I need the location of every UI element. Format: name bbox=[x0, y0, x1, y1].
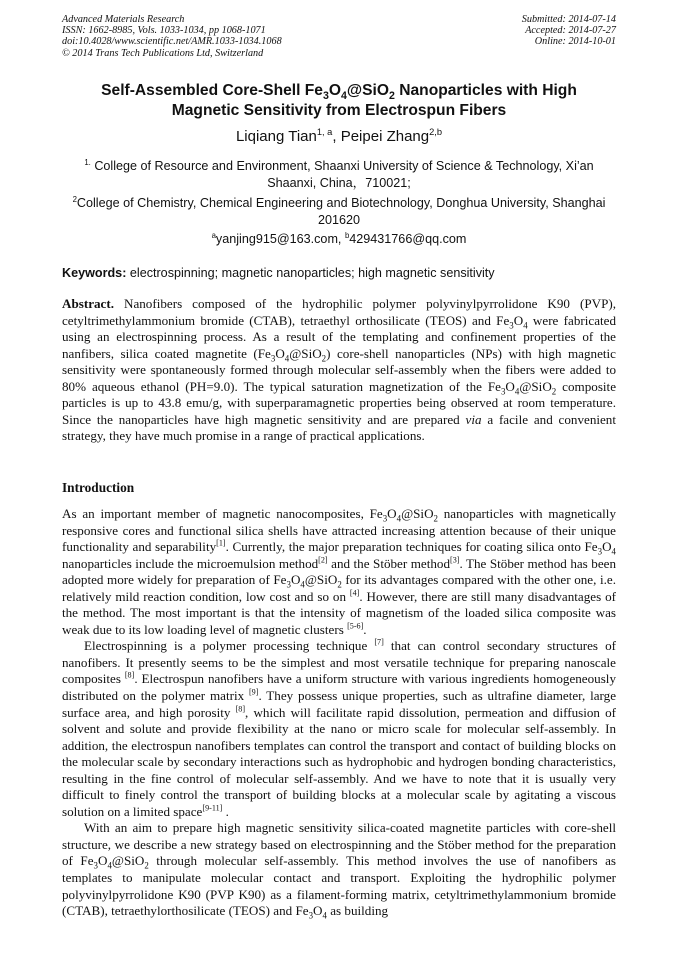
text-run: @SiO bbox=[346, 82, 389, 99]
abstract-paragraph bbox=[62, 296, 616, 445]
copyright-line: © 2014 Trans Tech Publications Ltd, Switzerland bbox=[62, 47, 264, 59]
text-run: were fabricated using an electrospinning process. As a result of the templating and confinement properties of the nanfibers, silica coated magnetite (Fe bbox=[62, 312, 617, 361]
text-run: 2 bbox=[72, 194, 77, 204]
text-run: O bbox=[328, 82, 342, 99]
text-run: College of Chemistry, Chemical Engineering and Biotechnology, Donghua University, Shanghai bbox=[76, 196, 606, 210]
text-run: Self-Assembled Core-Shell Fe bbox=[101, 82, 323, 99]
text-run: 3 bbox=[509, 320, 514, 331]
text-run: [7] bbox=[374, 638, 384, 648]
text-run: 3 bbox=[93, 861, 98, 872]
text-run: @SiO bbox=[401, 506, 434, 521]
text-run: 2 bbox=[551, 386, 557, 397]
journal-header-right bbox=[522, 14, 616, 48]
text-run: @SiO bbox=[111, 853, 145, 869]
text-run: 3 bbox=[322, 90, 329, 103]
text-run: , which will facilitate rapid dissolution, permeation and diffusion of solvent and solute and provide flexibility at the nano or micro scale for molecular self-assembly. In addition, the electrospun nanofibers templates can control the transport and contact of building blocks on the molecular scale by secondary interactions such as hydrophobic and hydrogen bonding characteristics, resulting in the fine control of molecular self-assembly. And we have to note that it is usually very difficult to finely control the transport of building blocks at a molecular scale by agitating a viscous solution on a limited space bbox=[62, 704, 616, 819]
abstract-label: Abstract. bbox=[62, 296, 114, 311]
affiliation-1 bbox=[62, 158, 616, 192]
text-run: a bbox=[211, 230, 216, 240]
text-run: 3 bbox=[308, 910, 314, 921]
text-run: b bbox=[344, 230, 350, 240]
text-run: [8] bbox=[235, 704, 246, 714]
text-run: 201620 bbox=[317, 213, 361, 227]
introduction-section bbox=[62, 480, 616, 920]
text-run: @SiO bbox=[304, 572, 338, 588]
text-run: 4 bbox=[514, 386, 520, 397]
text-run: O bbox=[97, 853, 108, 869]
text-run: As an important member of magnetic nanocomposites, Fe bbox=[62, 506, 383, 521]
text-run: 3 bbox=[270, 353, 276, 364]
author-emails bbox=[40, 231, 638, 247]
journal-header-left bbox=[62, 14, 282, 59]
text-run: 4 bbox=[107, 861, 112, 872]
text-run: O bbox=[387, 506, 397, 521]
text-run: that can control secondary structures of nanofibers. It presently seems to be the simplest and most versatile technique for preparing nanoscale composites bbox=[62, 638, 616, 687]
text-run: 2,b bbox=[429, 127, 443, 137]
text-run: nanoparticles include the microemulsion method bbox=[62, 555, 319, 571]
text-run: [3] bbox=[450, 555, 460, 565]
text-run: a facile and convenient strategy, they have much promise in a range of practical applications. bbox=[62, 411, 616, 444]
abstract bbox=[62, 296, 616, 445]
author-list bbox=[40, 128, 638, 146]
keywords-label: Keywords: bbox=[62, 266, 127, 280]
text-run: 4 bbox=[396, 513, 402, 524]
issn-line: ISSN: 1662-8985, Vols. 1033-1034, pp 1068-1071 bbox=[62, 25, 266, 37]
intro-paragraph-3 bbox=[62, 820, 616, 919]
text-run: [1] bbox=[216, 538, 226, 548]
text-run: O bbox=[513, 312, 524, 328]
text-run: . Electrospun nanofibers have a uniform structure with various ingredients homogeneously distributed on the polymer matrix bbox=[62, 671, 616, 704]
text-run: 4 bbox=[300, 579, 305, 590]
text-run: 4 bbox=[611, 546, 616, 557]
text-run: 4 bbox=[341, 90, 347, 103]
title-line-2: Magnetic Sensitivity from Electrospun Fibers bbox=[171, 102, 507, 119]
text-run: Nanoparticles with High bbox=[394, 82, 577, 99]
text-run: 3 bbox=[382, 513, 388, 524]
text-run: electrospinning; magnetic nanoparticles; high magnetic sensitivity bbox=[126, 266, 495, 280]
text-run: through molecular self-assembly. This method involves the use of nanofibers as templates to manipulate molecular contact and transport. Exploiting the hydrophilic polymer polyvinylpyrrolidone K90 (PVP K90) as a filament-forming matrix, cetyltrimethylammonium bromide (CTAB), tetraethylorthosilicate (TEOS) and Fe bbox=[62, 853, 616, 919]
text-run: . Currently, the major preparation techniques for coating silica onto Fe bbox=[225, 539, 598, 555]
text-run: 2 bbox=[144, 861, 149, 872]
text-run: [4] bbox=[349, 588, 360, 598]
email-b: 429431766@qq.com bbox=[349, 232, 467, 246]
text-run: . bbox=[363, 621, 367, 637]
text-run: With an aim to prepare high magnetic sensitivity silica-coated magnetite particles with core-shell structure, we describe a new strategy based on electrospinning and the Stöber method for the preparation of Fe bbox=[62, 820, 616, 869]
text-run: . bbox=[222, 803, 229, 819]
text-run: 4 bbox=[322, 910, 327, 921]
text-run: O bbox=[313, 903, 323, 919]
intro-paragraph-2 bbox=[62, 638, 616, 820]
paper-title bbox=[40, 81, 638, 121]
text-run: @SiO bbox=[519, 378, 552, 394]
text-run: 4 bbox=[284, 353, 290, 364]
text-run: for its advantages compared with the other one, i.e. relatively mild reaction condition, low cost and so on bbox=[62, 572, 616, 604]
online-date: Online: 2014-10-01 bbox=[534, 36, 616, 48]
text-run: [9-11] bbox=[202, 803, 223, 813]
text-run: Shaanxi, China，710021; bbox=[267, 176, 411, 190]
text-run: 2 bbox=[337, 579, 342, 590]
text-run: , bbox=[332, 128, 341, 145]
text-run: [5-6] bbox=[347, 621, 364, 631]
text-run: as building bbox=[326, 903, 389, 919]
text-run: . The Stöber method has been adopted more widely for preparation of Fe bbox=[62, 555, 616, 588]
author-2: Peipei Zhang bbox=[340, 128, 430, 145]
text-run: 3 bbox=[597, 546, 603, 557]
submitted-date: Submitted: 2014-07-14 bbox=[521, 14, 616, 25]
text-run: [8] bbox=[124, 671, 135, 681]
text-run: and the Stöber method bbox=[327, 555, 450, 571]
text-run: composite particles is up to 43.8 emu/g, with superparamagnetic properties being observed at room temperature. Since the nanoparticles have high magnetic sensitivity and are prepared bbox=[62, 378, 617, 427]
email-a: yanjing915@163.com, bbox=[215, 232, 345, 246]
intro-paragraph-1 bbox=[62, 506, 616, 638]
text-run: nanoparticles with magnetically responsive cores and functional silica shells have attracted increasing attention because of their unique functionality and separability bbox=[62, 506, 616, 555]
text-run: 4 bbox=[523, 320, 528, 331]
text-run: College of Resource and Environment, Shaanxi University of Science & Technology, Xi’an bbox=[90, 159, 594, 173]
text-run: 3 bbox=[286, 579, 291, 590]
text-run: [2] bbox=[318, 555, 328, 565]
text-run: O bbox=[602, 539, 612, 555]
text-run: O bbox=[290, 572, 301, 588]
text-run: Electrospinning is a polymer processing technique bbox=[84, 638, 375, 654]
text-run: O bbox=[505, 378, 515, 394]
text-run: Nanofibers composed of the hydrophilic polymer polyvinylpyrrolidone K90 (PVP), cetyltrimethylammonium bromide (CTAB), tetraethyl orthosilicate (TEOS) and Fe bbox=[62, 296, 616, 328]
text-run: . However, there are still many disadvantages of the method. The most important is that the intensity of magnetism of the loaded silica composite was weak due to its low loading level of magnetic clusters bbox=[62, 588, 616, 637]
text-run: via bbox=[465, 411, 482, 427]
text-run: 2 bbox=[433, 513, 438, 524]
journal-name: Advanced Materials Research bbox=[62, 14, 185, 25]
text-run: 3 bbox=[500, 386, 506, 397]
affiliation-2 bbox=[62, 195, 616, 229]
text-run: @SiO bbox=[289, 345, 322, 361]
text-run: 2 bbox=[321, 353, 327, 364]
text-run: ) core-shell nanoparticles (NPs) with high magnetic sensitivity were spontaneously formed through molecular self-assembly when the fibers were added to 80% aqueous ethanol (PH=9.0). The typical saturation magnetization of the Fe bbox=[62, 345, 616, 394]
text-run: 2 bbox=[389, 90, 395, 103]
text-run: 1, a bbox=[316, 127, 333, 137]
author-1: Liqiang Tian bbox=[235, 128, 317, 145]
text-run: [9] bbox=[248, 687, 259, 697]
keywords bbox=[62, 265, 616, 281]
text-run: O bbox=[275, 345, 285, 361]
text-run: 1. bbox=[84, 157, 91, 167]
text-run: . They possess unique properties, such as ultrafine diameter, large surface area, and high porosity bbox=[62, 688, 617, 720]
section-heading-introduction: Introduction bbox=[62, 480, 135, 495]
doi-line: doi:10.4028/www.scientific.net/AMR.1033-1034.1068 bbox=[62, 36, 282, 48]
accepted-date: Accepted: 2014-07-27 bbox=[525, 25, 616, 37]
